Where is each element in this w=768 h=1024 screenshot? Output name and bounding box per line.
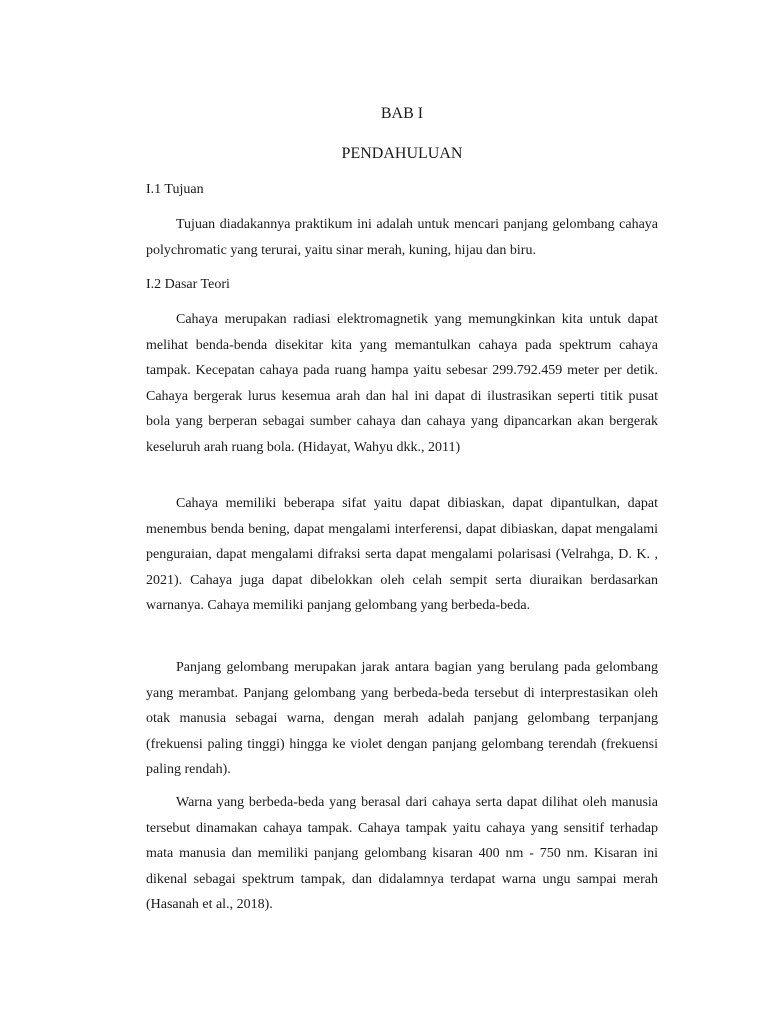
document-page xyxy=(146,0,658,1024)
paragraph-dasar-teori-1: Cahaya merupakan radiasi elektromagnetik yang memungkinkan kita untuk dapat melihat benda-benda disekitar kita yang memantulkan cahaya pada spektrum cahaya tampak. Kecepatan cahaya pada ruang hampa yaitu sebesar 299.792.459 meter per detik. Cahaya bergerak lurus kesemua arah dan hal ini dapat di ilustrasikan seperti titik pusat bola yang berperan sebagai sumber cahaya dan cahaya yang dipancarkan akan bergerak keseluruh arah ruang bola. (Hidayat, Wahyu dkk., 2011) xyxy=(146,312,658,455)
paragraph-dasar-teori-2: Cahaya memiliki beberapa sifat yaitu dapat dibiaskan, dapat dipantulkan, dapat menembus benda bening, dapat mengalami interferensi, dapat dibiaskan, dapat mengalami penguraian, dapat mengalami difraksi serta dapat mengalami polarisasi (Velrahga, D. K. , 2021). Cahaya juga dapat dibelokkan oleh celah sempit serta diuraikan berdasarkan warnanya. Cahaya memiliki panjang gelombang yang berbeda-beda. xyxy=(146,496,658,613)
paragraph-tujuan: Tujuan diadakannya praktikum ini adalah untuk mencari panjang gelombang cahaya polychromatic yang terurai, yaitu sinar merah, kuning, hijau dan biru. xyxy=(146,217,658,258)
paragraph-dasar-teori-4: Warna yang berbeda-beda yang berasal dari cahaya serta dapat dilihat oleh manusia tersebut dinamakan cahaya tampak. Cahaya tampak yaitu cahaya yang sensitif terhadap mata manusia dan memiliki panjang gelombang kisaran 400 nm - 750 nm. Kisaran ini dikenal sebagai spektrum tampak, dan didalamnya terdapat warna ungu sampai merah (Hasanah et al., 2018). xyxy=(146,795,658,912)
section-heading-dasar-teori: I.2 Dasar Teori xyxy=(146,277,230,292)
chapter-title: PENDAHULUAN xyxy=(341,145,463,162)
section-heading-tujuan: I.1 Tujuan xyxy=(146,182,204,197)
paragraph-dasar-teori-3: Panjang gelombang merupakan jarak antara bagian yang berulang pada gelombang yang merambat. Panjang gelombang yang berbeda-beda tersebut di interprestasikan oleh otak manusia sebagai warna, dengan merah adalah panjang gelombang terpanjang (frekuensi paling tinggi) hingga ke violet dengan panjang gelombang terendah (frekuensi paling rendah). xyxy=(146,660,658,777)
chapter-number: BAB I xyxy=(380,105,424,122)
